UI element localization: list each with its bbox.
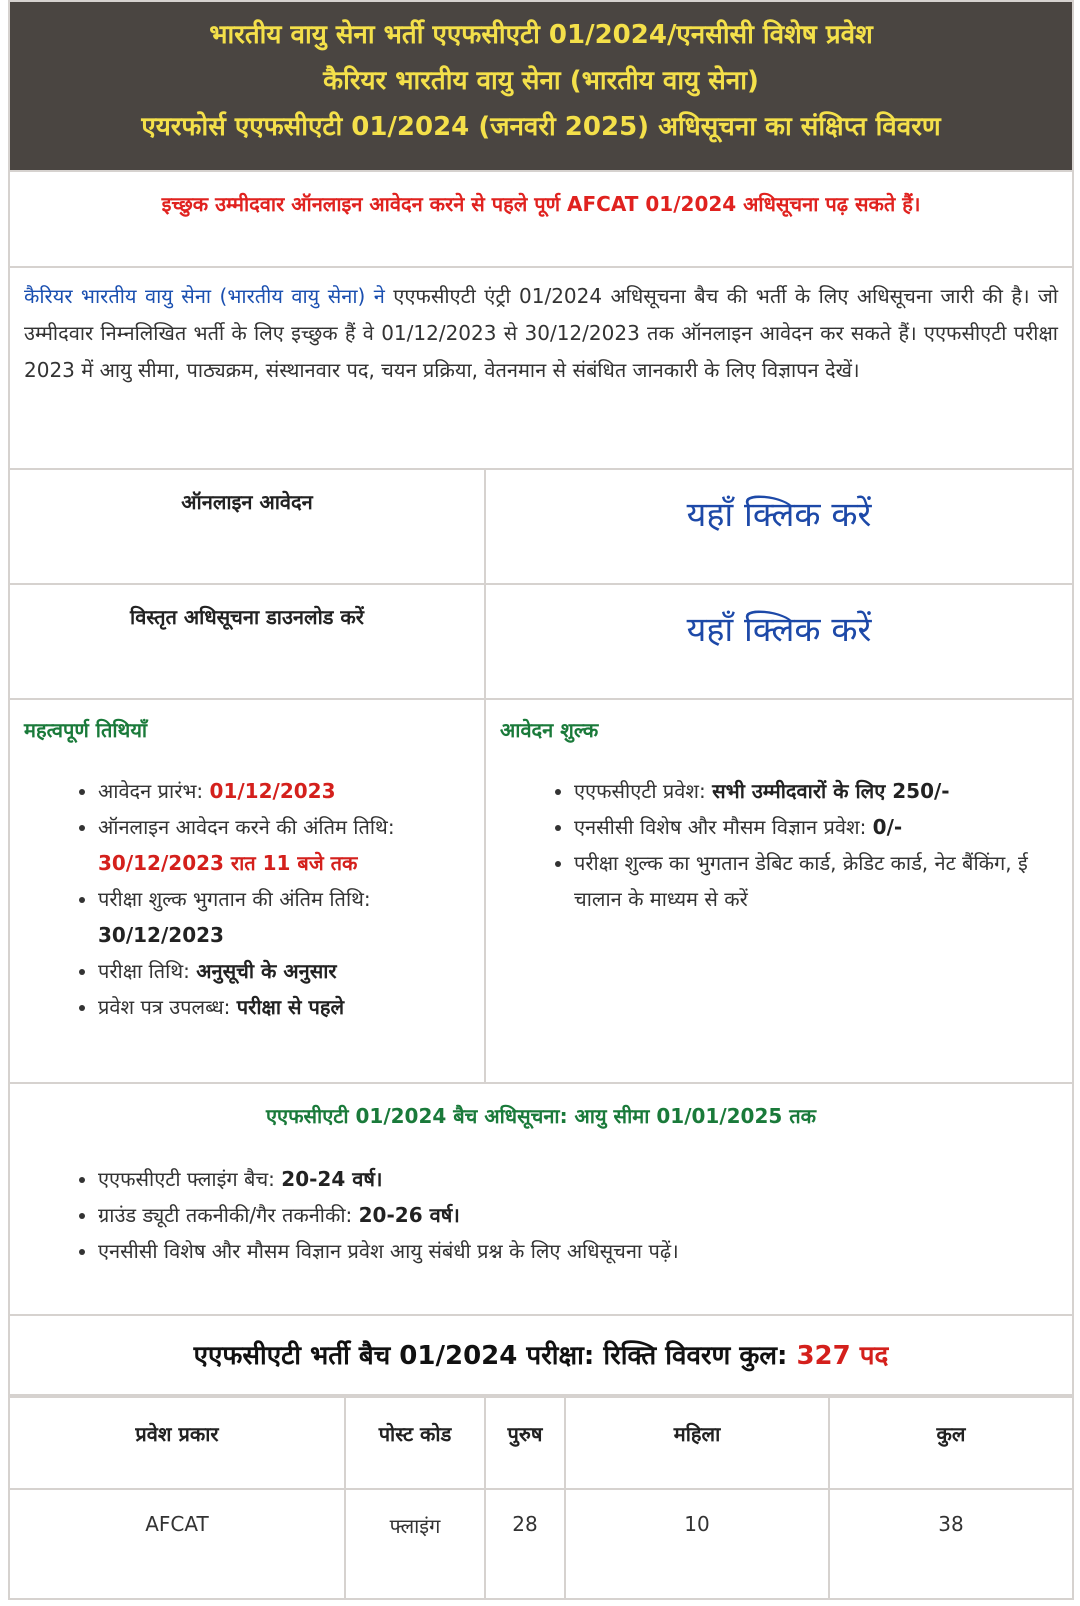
list-item <box>98 809 470 881</box>
list-item <box>574 773 1058 809</box>
date-label: प्रवेश पत्र उपलब्ध: <box>98 995 231 1019</box>
notification-table <box>8 0 1074 1396</box>
vacancy-header-row <box>9 1397 1073 1489</box>
list-item <box>98 989 470 1025</box>
important-dates-section <box>9 699 485 1083</box>
download-notification-link[interactable]: यहाँ क्लिक करें <box>485 584 1073 699</box>
cell-post-code: फ्लाइंग <box>345 1489 485 1599</box>
date-value: अनुसूची के अनुसार <box>196 959 337 983</box>
fee-label: परीक्षा शुल्क का भुगतान डेबिट कार्ड, क्रेडिट कार्ड, नेट बैंकिंग, ई चालान के माध्यम से करें <box>574 851 1028 911</box>
date-value: परीक्षा से पहले <box>236 995 345 1019</box>
page-header <box>9 1 1073 171</box>
age-value: 20-26 वर्ष। <box>358 1203 460 1227</box>
list-item <box>98 773 470 809</box>
intro-paragraph <box>9 267 1073 469</box>
date-label: आवेदन प्रारंभ: <box>98 779 204 803</box>
cell-female: 10 <box>565 1489 829 1599</box>
header-line-1: भारतीय वायु सेना भर्ती एएफसीएटी 01/2024/एनसीसी विशेष प्रवेश <box>209 20 873 50</box>
header-post-code: पोस्ट कोड <box>345 1397 485 1489</box>
age-label: एनसीसी विशेष और मौसम विज्ञान प्रवेश आयु संबंधी प्रश्न के लिए अधिसूचना पढ़ें। <box>98 1239 679 1263</box>
important-dates-heading: महत्वपूर्ण तिथियाँ <box>24 718 148 742</box>
link-row-apply <box>9 469 1073 584</box>
fee-value: 0/- <box>872 815 903 839</box>
header-female: महिला <box>565 1397 829 1489</box>
cell-entry-type: AFCAT <box>9 1489 345 1599</box>
vacancy-title-prefix: एएफसीएटी भर्ती बैच 01/2024 परीक्षा: रिक्ति विवरण कुल: <box>193 1341 788 1371</box>
download-notification-label: विस्तृत अधिसूचना डाउनलोड करें <box>9 584 485 699</box>
vacancy-table <box>8 1396 1074 1600</box>
cell-male: 28 <box>485 1489 565 1599</box>
application-fee-list <box>500 773 1058 917</box>
date-label: परीक्षा तिथि: <box>98 959 190 983</box>
cell-total: 38 <box>829 1489 1073 1599</box>
list-item <box>574 809 1058 845</box>
list-item <box>98 881 470 953</box>
fee-label: एएफसीएटी प्रवेश: <box>574 779 706 803</box>
list-item <box>98 1233 1058 1269</box>
vacancy-title <box>9 1315 1073 1395</box>
header-male: पुरुष <box>485 1397 565 1489</box>
fee-label: एनसीसी विशेष और मौसम विज्ञान प्रवेश: <box>574 815 867 839</box>
date-value: 30/12/2023 रात 11 बजे तक <box>98 851 358 875</box>
date-value: 01/12/2023 <box>209 779 336 803</box>
page-content <box>8 0 1072 1600</box>
list-item <box>574 845 1058 917</box>
age-limit-section <box>9 1083 1073 1315</box>
date-label: परीक्षा शुल्क भुगतान की अंतिम तिथि: <box>98 887 371 911</box>
intro-text: एएफसीएटी एंट्री 01/2024 अधिसूचना बैच की भर्ती के लिए अधिसूचना जारी की है। जो उम्मीदवार निम्नलिखित भर्ती के लिए इच्छुक हैं वे 01/12/2023 से 30/12/2023 तक ऑनलाइन आवेदन कर सकते हैं। एएफसीएटी परीक्षा 2023 में आयु सीमा, पाठ्यक्रम, संस्थानवार पद, चयन प्रक्रिया, वेतनमान से संबंधित जानकारी के लिए विज्ञापन देखें। <box>24 284 1058 382</box>
notice-text: इच्छुक उम्मीदवार ऑनलाइन आवेदन करने से पहले पूर्ण AFCAT 01/2024 अधिसूचना पढ़ सकते हैं। <box>9 171 1073 267</box>
apply-online-link[interactable]: यहाँ क्लिक करें <box>485 469 1073 584</box>
list-item <box>98 953 470 989</box>
list-item <box>98 1161 1058 1197</box>
intro-org: कैरियर भारतीय वायु सेना (भारतीय वायु सेना) ने <box>24 284 385 308</box>
apply-online-label: ऑनलाइन आवेदन <box>9 469 485 584</box>
age-label: एएफसीएटी फ्लाइंग बैच: <box>98 1167 275 1191</box>
date-value: 30/12/2023 <box>98 923 224 947</box>
application-fee-heading: आवेदन शुल्क <box>500 718 599 742</box>
header-total: कुल <box>829 1397 1073 1489</box>
important-dates-list <box>24 773 470 1025</box>
list-item <box>98 1197 1058 1233</box>
date-label: ऑनलाइन आवेदन करने की अंतिम तिथि: <box>98 815 395 839</box>
vacancy-total: 327 पद <box>796 1341 889 1371</box>
header-line-3: एयरफोर्स एएफसीएटी 01/2024 (जनवरी 2025) अधिसूचना का संक्षिप्त विवरण <box>141 112 941 142</box>
header-line-2: कैरियर भारतीय वायु सेना (भारतीय वायु सेना) <box>323 66 759 96</box>
application-fee-section <box>485 699 1073 1083</box>
link-row-notification <box>9 584 1073 699</box>
fee-value: सभी उम्मीदवारों के लिए 250/- <box>712 779 950 803</box>
table-row <box>9 1489 1073 1599</box>
age-label: ग्राउंड ड्यूटी तकनीकी/गैर तकनीकी: <box>98 1203 353 1227</box>
age-value: 20-24 वर्ष। <box>281 1167 383 1191</box>
age-limit-heading: एएफसीएटी 01/2024 बैच अधिसूचना: आयु सीमा 01/01/2025 तक <box>265 1104 817 1128</box>
header-entry-type: प्रवेश प्रकार <box>9 1397 345 1489</box>
age-limit-list <box>24 1161 1058 1269</box>
